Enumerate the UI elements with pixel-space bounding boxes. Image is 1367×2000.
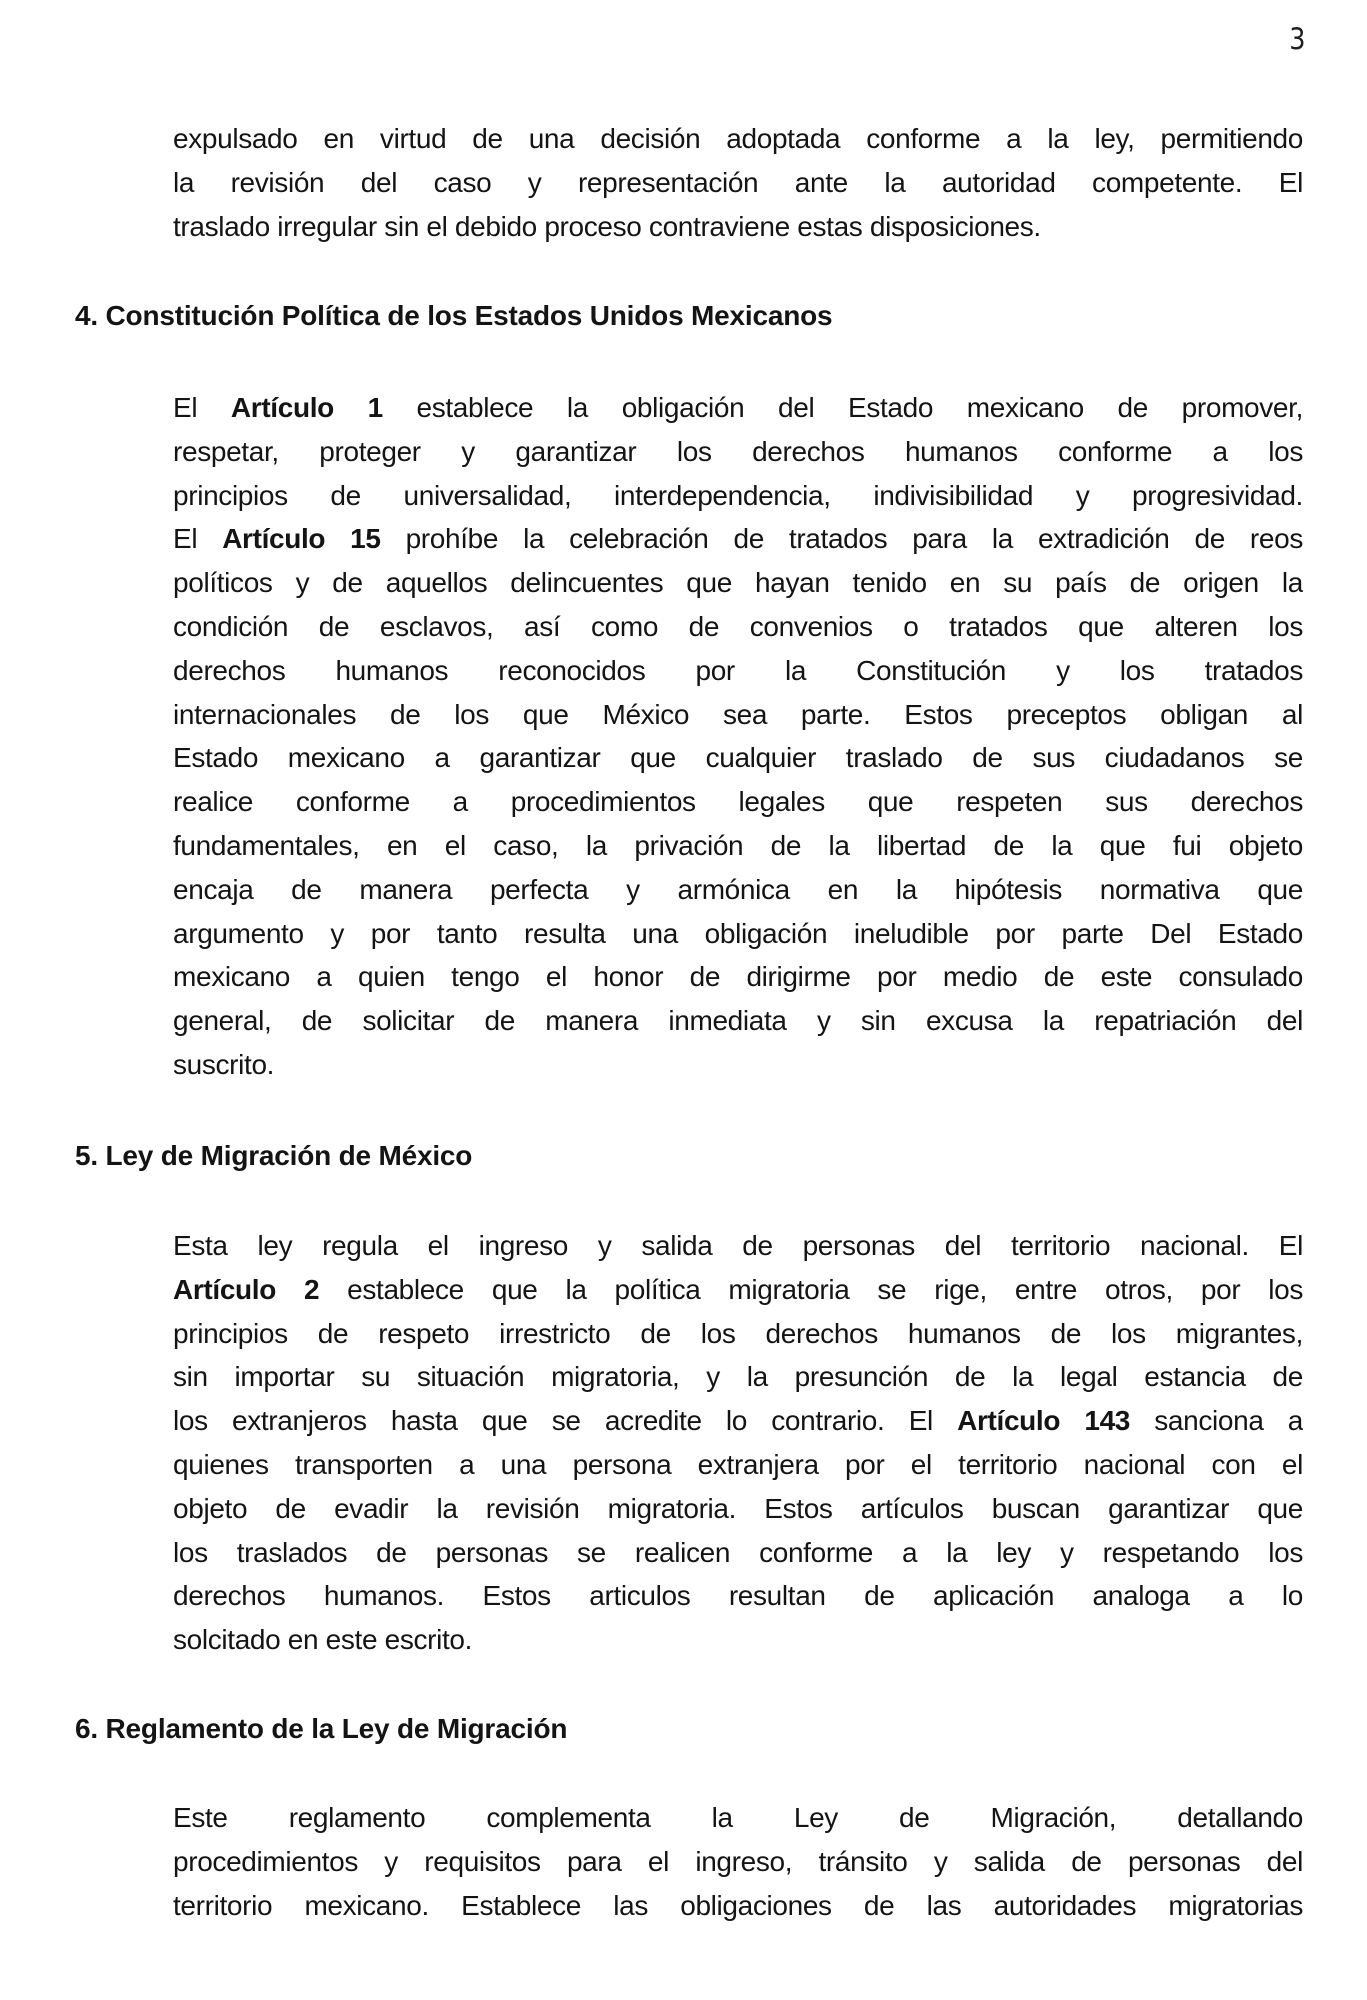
text-line — [173, 1312, 1303, 1356]
text-line — [173, 1043, 1303, 1087]
text-run: políticos y de aquellos delincuentes que hayan tenido en su país de origen la — [173, 567, 1303, 599]
bold-article-reference: Artículo 15 — [222, 523, 381, 555]
para-reglamento — [173, 1796, 1303, 1927]
text-run: encaja de manera perfecta y armónica en la hipótesis normativa que — [173, 873, 1303, 905]
text-line — [173, 1618, 1303, 1662]
bold-article-reference: Artículo 1 — [230, 392, 383, 423]
text-line — [173, 161, 1303, 205]
text-line — [173, 386, 1303, 430]
text-line — [173, 1487, 1303, 1531]
text-line — [173, 824, 1303, 868]
text-line — [173, 474, 1303, 518]
text-run: procedimientos y requisitos para el ingreso, tránsito y salida de personas del — [173, 1845, 1303, 1877]
text-line — [173, 693, 1303, 737]
text-run: prohíbe la celebración de tratados para la extradición de reos — [380, 523, 1303, 555]
text-line — [173, 1443, 1303, 1487]
text-run: mexicano a quien tengo el honor de dirigirme por medio de este consulado — [173, 961, 1303, 993]
text-run: los extranjeros hasta que se acredite lo contrario. El — [173, 1405, 958, 1437]
text-line — [173, 430, 1303, 474]
text-line — [173, 1268, 1303, 1312]
text-run: derechos humanos. Estos articulos resultan de aplicación analoga a lo — [173, 1580, 1303, 1612]
text-line — [173, 868, 1303, 912]
text-run: Estado mexicano a garantizar que cualquier traslado de sus ciudadanos se — [173, 742, 1303, 774]
text-line — [173, 736, 1303, 780]
text-run: condición de esclavos, así como de convenios o tratados que alteren los — [173, 610, 1303, 642]
text-run: Este reglamento complementa la Ley de Migración, detallando — [173, 1802, 1303, 1833]
heading-ley-migracion: 5. Ley de Migración de México — [75, 1140, 473, 1171]
text-run: expulsado en virtud de una decisión adoptada conforme a la ley, permitiendo — [173, 123, 1303, 154]
text-line — [173, 1884, 1303, 1928]
text-run: internacionales de los que México sea parte. Estos preceptos obligan al — [173, 698, 1303, 730]
text-run: la revisión del caso y representación ante la autoridad competente. El — [173, 166, 1303, 198]
text-run: fundamentales, en el caso, la privación de la libertad de la que fui objeto — [173, 829, 1303, 861]
text-run: establece la obligación del Estado mexicano de promover, — [382, 392, 1303, 423]
heading-constitucion: 4. Constitución Política de los Estados Unidos Mexicanos — [75, 300, 833, 331]
text-run: quienes transporten a una persona extranjera por el territorio nacional con el — [173, 1448, 1303, 1480]
text-run: argumento y por tanto resulta una obligación ineludible por parte Del Estado — [173, 917, 1303, 949]
text-line — [173, 1531, 1303, 1575]
text-line — [173, 205, 1303, 249]
text-line — [173, 561, 1303, 605]
heading-reglamento: 6. Reglamento de la Ley de Migración — [75, 1713, 568, 1744]
text-line — [173, 1224, 1303, 1268]
text-line — [173, 780, 1303, 824]
text-line — [173, 955, 1303, 999]
text-line — [173, 649, 1303, 693]
text-line — [173, 1355, 1303, 1399]
text-run: territorio mexicano. Establece las obligaciones de las autoridades migratorias — [173, 1889, 1303, 1921]
text-line — [173, 117, 1303, 161]
text-run: Esta ley regula el ingreso y salida de personas del territorio nacional. El — [173, 1230, 1303, 1261]
text-run: El — [173, 523, 223, 555]
text-line — [173, 1574, 1303, 1618]
text-run: principios de respeto irrestricto de los derechos humanos de los migrantes, — [173, 1317, 1303, 1349]
text-run: respetar, proteger y garantizar los derechos humanos conforme a los — [173, 435, 1303, 467]
text-line — [173, 999, 1303, 1043]
text-run: los traslados de personas se realicen conforme a la ley y respetando los — [173, 1536, 1303, 1568]
text-run: traslado irregular sin el debido proceso contraviene estas disposiciones. — [173, 210, 1041, 242]
text-line — [173, 912, 1303, 956]
bold-article-reference: Artículo 2 — [173, 1273, 320, 1305]
text-line — [173, 517, 1303, 561]
text-run: realice conforme a procedimientos legales que respeten sus derechos — [173, 786, 1303, 818]
text-run: El — [173, 392, 231, 423]
text-line — [173, 1840, 1303, 1884]
text-run: derechos humanos reconocidos por la Constitución y los tratados — [173, 654, 1303, 686]
text-line — [173, 605, 1303, 649]
text-run: sanciona a — [1130, 1405, 1303, 1437]
para-ley-migracion — [173, 1224, 1303, 1662]
bold-article-reference: Artículo 143 — [957, 1405, 1131, 1437]
text-line — [173, 1399, 1303, 1443]
text-run: objeto de evadir la revisión migratoria. Estos artículos buscan garantizar que — [173, 1492, 1303, 1524]
para-constitucion — [173, 386, 1303, 1087]
text-line — [173, 1796, 1303, 1840]
text-run: suscrito. — [173, 1048, 275, 1080]
text-run: principios de universalidad, interdependencia, indivisibilidad y progresividad. — [173, 479, 1303, 511]
text-run: general, de solicitar de manera inmediata y sin excusa la repatriación del — [173, 1005, 1303, 1037]
para-expulsion — [173, 117, 1303, 248]
text-run: solcitado en este escrito. — [173, 1624, 473, 1656]
text-run: sin importar su situación migratoria, y la presunción de la legal estancia de — [173, 1361, 1303, 1393]
text-run: establece que la política migratoria se rige, entre otros, por los — [319, 1273, 1303, 1305]
page-number: 3 — [1288, 22, 1305, 56]
